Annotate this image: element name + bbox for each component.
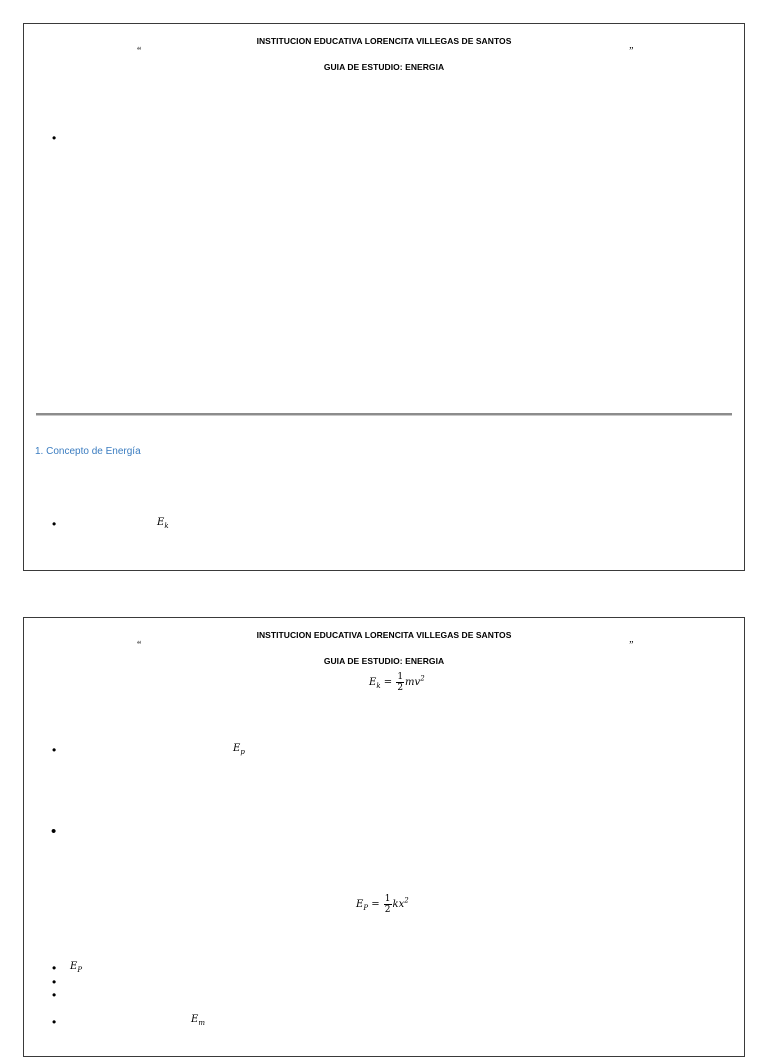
institution-title: INSTITUCION EDUCATIVA LORENCITA VILLEGAS DE SANTOS: [256, 630, 512, 640]
bullet-point: •: [52, 975, 57, 989]
kinetic-energy-formula: $E_k$ = $\frac{1}{2}$ $mv^2$: [369, 672, 425, 693]
horizontal-rule: [36, 413, 732, 416]
open-quote-mark: “: [136, 46, 142, 57]
close-quote-mark: ”: [628, 46, 634, 57]
bullet-point: •: [52, 131, 57, 145]
kinetic-energy-symbol: $E_k$: [157, 517, 169, 530]
bullet-point: •: [52, 961, 57, 975]
potential-energy-symbol: $E_p$: [233, 743, 245, 756]
mechanical-energy-symbol: $E_m$: [191, 1014, 205, 1027]
elastic-potential-formula: $E_P$ = $\frac{1}{2}$ $kx^2$: [356, 894, 409, 915]
institution-title: INSTITUCION EDUCATIVA LORENCITA VILLEGAS DE SANTOS: [256, 36, 512, 46]
guide-title: GUIA DE ESTUDIO: ENERGIA: [323, 656, 445, 666]
bullet-point: •: [52, 517, 57, 531]
close-quote-mark: ”: [628, 640, 634, 651]
open-quote-mark: “: [136, 640, 142, 651]
bullet-point: •: [52, 988, 57, 1002]
guide-title: GUIA DE ESTUDIO: ENERGIA: [323, 62, 445, 72]
document-page-1: [23, 23, 745, 571]
bullet-point: •: [52, 1015, 57, 1029]
section-heading-concepto-energia: 1. Concepto de Energía: [35, 446, 141, 457]
document-page-2: [23, 617, 745, 1057]
potential-energy-symbol: $E_P$: [70, 961, 83, 974]
bullet-point: •: [51, 823, 57, 840]
bullet-point: •: [52, 743, 57, 757]
